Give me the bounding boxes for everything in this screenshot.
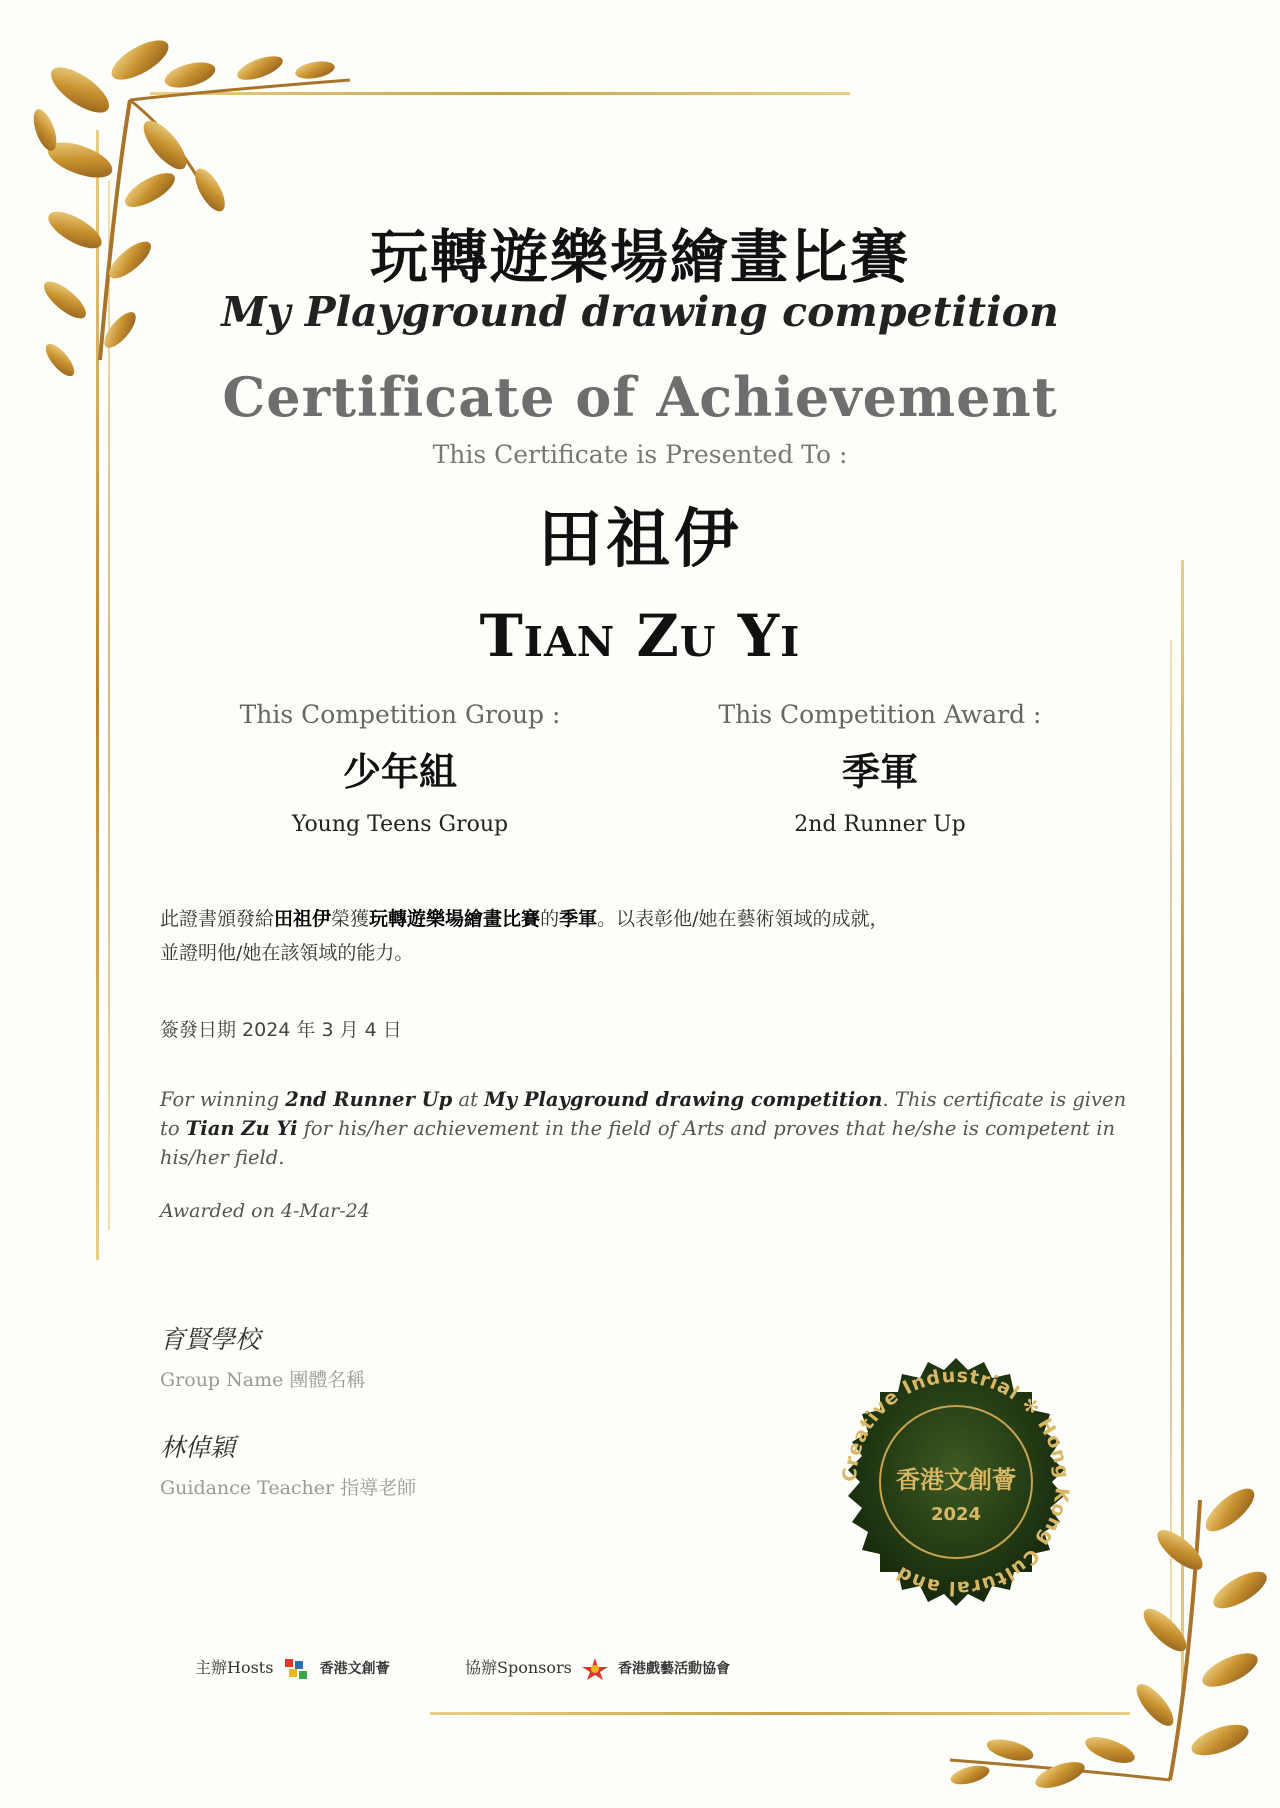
group-name-label: Group Name 團體名稱 (160, 1369, 366, 1391)
certificate-title: Certificate of Achievement (222, 365, 1058, 429)
sponsor-name: 香港戲藝活動協會 (618, 1661, 731, 1677)
title-zh: 玩轉遊樂場繪畫比賽 (369, 223, 910, 291)
footer-sponsors (465, 1655, 730, 1681)
group-value-zh: 少年組 (342, 750, 457, 794)
seal-year: 2024 (930, 1504, 982, 1525)
sponsors-label: 協辦Sponsors (465, 1658, 572, 1677)
seal-inner-text: 香港文創薈 (896, 1466, 1016, 1494)
issue-date-zh: 簽發日期 2024 年 3 月 4 日 (160, 1019, 402, 1041)
body-text-zh (160, 902, 1140, 970)
group-label: This Competition Group : (239, 700, 561, 729)
group-value-en: Young Teens Group (291, 812, 509, 837)
title-en: My Playground drawing competition (221, 288, 1059, 336)
body-zh-part: 此證書頒發給 (160, 908, 275, 930)
footer-hosts (195, 1655, 390, 1681)
host-name: 香港文創薈 (319, 1661, 390, 1677)
group-name-value: 育賢學校 (160, 1325, 261, 1354)
body-zh-name: 田祖伊 (274, 908, 332, 930)
host-logo-icon (283, 1657, 311, 1681)
body-zh-competition: 玩轉遊樂場繪畫比賽 (369, 908, 541, 930)
body-zh-line2: 並證明他/她在該領域的能力。 (160, 942, 414, 964)
recipient-name-zh: 田祖伊 (538, 503, 742, 577)
recipient-name-en: Tian Zu Yi (479, 602, 801, 670)
body-zh-part: 榮獲 (331, 908, 370, 930)
awarded-on: Awarded on 4-Mar-24 (160, 1200, 370, 1222)
body-zh-part: 的 (540, 908, 560, 930)
competition-group (180, 700, 620, 837)
body-en-name: Tian Zu Yi (185, 1117, 298, 1140)
hosts-label: 主辦Hosts (195, 1658, 274, 1677)
body-en-part: at (452, 1088, 485, 1111)
teacher-label: Guidance Teacher 指導老師 (160, 1477, 417, 1499)
body-zh-award: 季軍 (559, 908, 598, 930)
body-en-part: . This certificate is given to (160, 1088, 1127, 1140)
body-text-en (160, 1085, 1135, 1172)
teacher-name-value: 林倬穎 (160, 1433, 236, 1462)
sponsor-logo-icon (581, 1657, 609, 1681)
award-value-en: 2nd Runner Up (794, 812, 966, 837)
body-en-competition: My Playground drawing competition (484, 1088, 883, 1111)
gold-seal-icon (822, 1348, 1090, 1616)
body-en-award: 2nd Runner Up (285, 1088, 453, 1111)
seal-outer-text: Creative Industrial ✻ Hong Kong Cultural and (838, 1364, 1074, 1600)
body-zh-part: 。以表彰他/她在藝術領域的成就， (597, 908, 889, 930)
award-label: This Competition Award : (718, 700, 1042, 729)
body-en-part: For winning (160, 1088, 286, 1111)
body-en-part: for his/her achievement in the field of Arts and proves that he/she is competent in his/her field. (160, 1117, 1116, 1169)
competition-award (660, 700, 1100, 837)
presented-to-label: This Certificate is Presented To : (432, 440, 848, 469)
award-value-zh: 季軍 (841, 750, 918, 794)
